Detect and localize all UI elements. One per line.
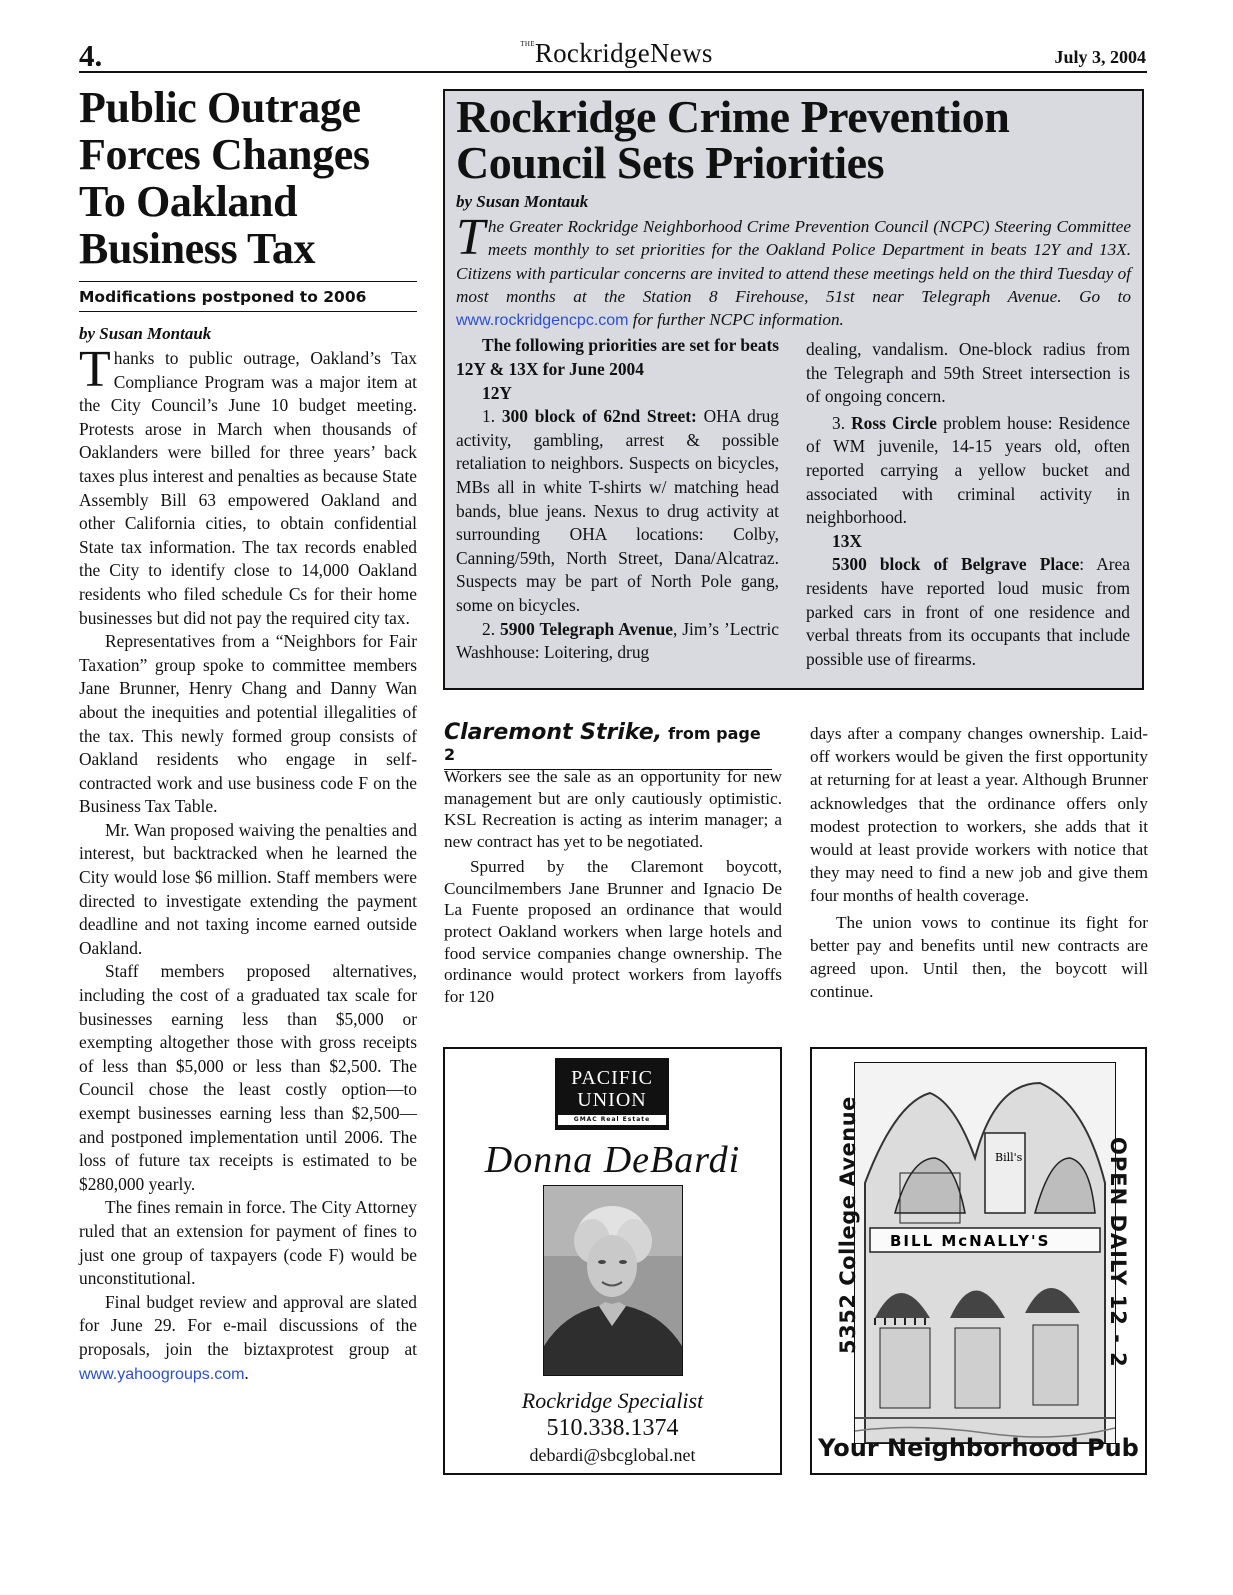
priority-item-2-continued: dealing, vandalism. One-block radius from the Telegraph and 59th Street intersection is of ongoing concern. bbox=[806, 339, 1130, 407]
pub-address: 5352 College Avenue bbox=[836, 1096, 860, 1354]
masthead-the: THE bbox=[520, 40, 535, 48]
tax-paragraph-suffix: . bbox=[244, 1362, 249, 1383]
portrait-image bbox=[544, 1186, 682, 1375]
item-number: 1. bbox=[482, 406, 502, 427]
realtor-photo bbox=[543, 1185, 683, 1376]
item-number: 3. bbox=[832, 412, 852, 433]
item-location: 5300 block of Belgrave Place bbox=[832, 554, 1080, 575]
ncpc-link[interactable]: www.rockridgencpc.com bbox=[456, 312, 629, 330]
tax-article bbox=[79, 84, 417, 1386]
tax-paragraph: Mr. Wan proposed waiving the penalties and interest, but backtracked when he learned the City would lose $6 million. Staff members were directed to investigate extending the payment deadline and not taxing income earned outside Oakland. bbox=[79, 819, 417, 958]
drop-cap: T bbox=[456, 209, 485, 266]
priority-item-2 bbox=[456, 618, 779, 665]
tax-article-title: Public Outrage Forces Changes To Oakland Business Tax bbox=[79, 83, 370, 273]
claremont-paragraph: Spurred by the Claremont boycott, Councilmembers Jane Brunner and Ignacio De La Fuente proposed an ordinance that would protect Oakland workers when large hotels and food service companies change ownership. The ordinance would protect workers from layoffs for 120 bbox=[444, 856, 782, 1007]
claremont-paragraph: The union vows to continue its fight for better pay and benefits until new contracts are agreed upon. Until then, the boycott will continue. bbox=[810, 912, 1148, 1002]
pub-building-drawing bbox=[855, 1063, 1115, 1443]
crime-intro-text: he Greater Rockridge Neighborhood Crime Prevention Council (NCPC) Steering Committee meets monthly to set priorities for the Oakland Police Department in beats 12Y and 13X. Citizens with particular concerns are invited to attend these meetings held on the third Tuesday of most months at the Station 8 Firehouse, 51st near Telegraph Avenue. Go to bbox=[456, 217, 1131, 306]
drop-cap: T bbox=[79, 341, 111, 398]
claremont-title: Claremont Strike, bbox=[444, 720, 663, 745]
tax-article-byline: by Susan Montauk bbox=[79, 324, 212, 343]
priority-item-1 bbox=[456, 405, 779, 617]
logo-line-3: GMAC Real Estate bbox=[558, 1115, 666, 1125]
realtor-ad[interactable] bbox=[443, 1047, 782, 1475]
tax-paragraph: Staff members proposed alternatives, including the cost of a graduated tax scale for businesses earning less than $5,000 or exempting altogether those with gross receipts of less than $5,000 or less than $2,500. The Council chose the least costly option—to exempt businesses earning less than $2,500—and postponed implementation until 2006. The loss of future tax receipts is estimated to be $280,000 yearly. bbox=[79, 961, 417, 1194]
logo-line-1: PACIFIC bbox=[571, 1067, 653, 1089]
subtitle-rule-bottom bbox=[79, 311, 417, 312]
claremont-jump: from page 2 bbox=[444, 724, 761, 764]
realtor-phone: 510.338.1374 bbox=[546, 1415, 679, 1441]
realtor-email[interactable]: debardi@sbcglobal.net bbox=[529, 1445, 696, 1465]
pacific-union-logo bbox=[555, 1058, 669, 1130]
crime-column-right-visible bbox=[806, 338, 1130, 671]
crime-intro-suffix: for further NCPC information. bbox=[628, 310, 844, 330]
pub-sign-text: BILL McNALLY'S bbox=[890, 1232, 1051, 1250]
item-location: Ross Circle bbox=[851, 412, 938, 433]
yahoogroups-link[interactable]: www.yahoogroups.com bbox=[79, 1365, 245, 1383]
logo-line-2: UNION bbox=[577, 1089, 647, 1111]
claremont-heading bbox=[444, 720, 772, 770]
crime-byline: by Susan Montauk bbox=[456, 192, 589, 211]
crime-column-left bbox=[456, 334, 779, 664]
tax-paragraph-text: Final budget review and approval are slated for June 29. For e-mail discussions of the proposals, join the biztaxprotest group at bbox=[79, 1291, 417, 1359]
item-text: , Jim’s ’Lectric Washhouse: Loitering, drug bbox=[456, 618, 780, 663]
tax-paragraph bbox=[79, 341, 417, 630]
realtor-name: Donna DeBardi bbox=[484, 1139, 741, 1181]
tax-paragraph: The fines remain in force. The City Attorney ruled that an extension for payment of fines to just one group of taxpayers (code F) would be unconstitutional. bbox=[79, 1197, 417, 1289]
priority-item-3 bbox=[806, 412, 1130, 530]
item-number: 2. bbox=[482, 618, 501, 639]
pub-ad[interactable] bbox=[810, 1047, 1147, 1475]
claremont-paragraph: days after a company changes ownership. Laid-off workers would be given the first opportunity at returning for at least a year. Although Brunner acknowledges that the ordinance offers only modest protection to workers, she adds that it would at least provide workers with notice that they may need to find a new job and give them four months of health coverage. bbox=[810, 724, 1148, 906]
item-text: OHA drug activity, gambling, arrest & possible retaliation to neighbors. Suspects on bicycles, MBs all in white T-shirts w/ matching head bands, blue jeans. Nexus to drug activity at surrounding OHA locations: Colby, Canning/59th, North Street, Dana/Alcatraz. Suspects may be part of North Pole gang, some on bicycles. bbox=[456, 406, 779, 616]
priority-item-4 bbox=[806, 553, 1130, 671]
pub-hours: OPEN DAILY 12 - 2 bbox=[1106, 1137, 1130, 1368]
tax-paragraph bbox=[79, 1291, 417, 1386]
crime-title: Rockridge Crime Prevention Council Sets Priorities bbox=[456, 91, 1010, 188]
claremont-column-b bbox=[810, 722, 1148, 1003]
item-location: 300 block of 62nd Street: bbox=[501, 406, 697, 427]
page-number: 4. bbox=[79, 38, 103, 73]
claremont-paragraph: Workers see the sale as an opportunity for new management but are only cautiously optimistic. KSL Recreation is acting as interim manager; a new contract has yet to be negotiated. bbox=[444, 767, 782, 852]
masthead bbox=[0, 38, 1233, 69]
crime-intro bbox=[456, 209, 1131, 332]
priorities-heading: The following priorities are set for beats 12Y & 13X for June 2004 bbox=[456, 335, 779, 380]
tax-paragraph: Representatives from a “Neighbors for Fair Taxation” group spoke to committee members Jane Brunner, Henry Chang and Danny Wan about the inequities and potential illegalities of the tax. This newly formed group consists of Oakland residents who engage in self-contracted work and use business code F on the Business Tax Table. bbox=[79, 631, 417, 817]
claremont-column-a bbox=[444, 766, 782, 1008]
beat-13x-label: 13X bbox=[832, 530, 862, 551]
header-rule bbox=[79, 71, 1147, 73]
tax-article-subtitle: Modifications postponed to 2006 bbox=[79, 288, 367, 306]
item-location: 5900 Telegraph Avenue bbox=[500, 618, 673, 639]
item-text: problem house: Residence of WM juvenile, 14-15 years old, often reported carrying a yellow bucket and associated with criminal activity in neighborhood. bbox=[806, 412, 1131, 528]
tax-paragraph-text: hanks to public outrage, Oakland’s Tax Compliance Program was a major item at the City Council’s June 10 budget meeting. Protests arose in March when thousands of Oaklanders were billed for three years’ back taxes plus interest and penalties as because State Assembly Bill 63 empowered Oakland and other California cities, to obtain confidential State tax information. The tax records enabled the City to identify close to 14,000 Oakland residents who filed schedule Cs for their home businesses but did not pay the required city tax. bbox=[79, 348, 417, 628]
pub-illustration bbox=[854, 1062, 1116, 1444]
item-text: : Area residents have reported loud music from parked cars in front of one residence and verbal threats from its occupants that include possible use of firearms. bbox=[806, 554, 1130, 669]
issue-date: July 3, 2004 bbox=[1054, 47, 1146, 67]
beat-12y-label: 12Y bbox=[482, 382, 512, 403]
masthead-title: RockridgeNews bbox=[534, 38, 713, 68]
tax-article-body bbox=[79, 341, 417, 1386]
window-sign-text: Bill's bbox=[995, 1151, 1023, 1164]
realtor-tagline: Rockridge Specialist bbox=[521, 1388, 704, 1413]
pub-slogan: Your Neighborhood Pub bbox=[818, 1434, 1139, 1462]
